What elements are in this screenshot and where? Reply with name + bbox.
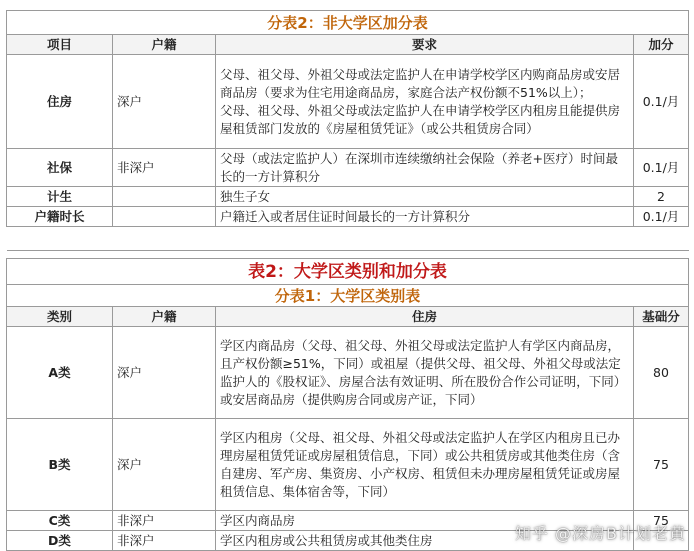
housing-cell: 学区内商品房 — [216, 511, 634, 531]
score-cell: 0.1/月 — [634, 55, 689, 149]
table-row — [7, 187, 689, 207]
housing-cell: 学区内租房或公共租赁房或其他类住房 — [216, 531, 634, 551]
column-header: 项目 — [7, 35, 113, 55]
requirement-cell: 户籍迁入或者居住证时间最长的一方计算积分 — [216, 207, 634, 227]
huji-cell: 非深户 — [113, 531, 216, 551]
column-header: 户籍 — [113, 35, 216, 55]
score-cell: 0.1/月 — [634, 207, 689, 227]
category-cell: D类 — [7, 531, 113, 551]
score-cell: 75 — [634, 419, 689, 511]
huji-cell — [113, 187, 216, 207]
zhihu-watermark: 知乎 @深房B计划老黄 — [514, 524, 686, 543]
category-cell: A类 — [7, 327, 113, 419]
score-cell: 0.1/月 — [634, 149, 689, 187]
huji-cell: 深户 — [113, 55, 216, 149]
column-header: 户籍 — [113, 307, 216, 327]
category-cell: C类 — [7, 511, 113, 531]
huji-cell: 深户 — [113, 419, 216, 511]
requirement-cell: 父母（或法定监护人）在深圳市连续缴纳社会保险（养老+医疗）时间最长的一方计算积分 — [216, 149, 634, 187]
table-title: 分表2：非大学区加分表 — [7, 11, 689, 35]
score-cell: 80 — [634, 327, 689, 419]
table-subtitle: 分表1：大学区类别表 — [7, 285, 689, 307]
table-main-title: 表2：大学区类别和加分表 — [7, 259, 689, 285]
column-header: 要求 — [216, 35, 634, 55]
spacer-row — [7, 227, 689, 251]
item-cell: 计生 — [7, 187, 113, 207]
column-header: 基础分 — [634, 307, 689, 327]
requirement-text: 父母、祖父母、外祖父母或法定监护人在申请学校学区内购商品房或安居商品房（要求为住宅用途商品房，家庭合法产权份额不51%以上）； — [220, 66, 621, 100]
huji-cell: 非深户 — [113, 511, 216, 531]
item-cell: 户籍时长 — [7, 207, 113, 227]
huji-cell: 深户 — [113, 327, 216, 419]
huji-cell — [113, 207, 216, 227]
column-header: 加分 — [634, 35, 689, 55]
non-district-bonus-table — [6, 10, 689, 251]
huji-cell: 非深户 — [113, 149, 216, 187]
column-header: 住房 — [216, 307, 634, 327]
category-cell: B类 — [7, 419, 113, 511]
housing-cell: 学区内租房（父母、祖父母、外祖父母或法定监护人在学区内租房且已办理房屋租赁凭证或房屋租赁信息，下同）或公共租赁房或其他类住房（含自建房、军产房、集资房、小产权房、租赁但未办理房屋租赁凭证或房屋租赁信息、集体宿舍等，下同） — [216, 419, 634, 511]
table-row — [7, 327, 689, 419]
score-cell: 75 — [634, 511, 689, 531]
requirement-cell: 独生子女 — [216, 187, 634, 207]
housing-cell: 学区内商品房（父母、祖父母、外祖父母或法定监护人有学区内商品房，且产权份额≥51%，下同）或祖屋（提供父母、祖父母、外祖父母或法定监护人的《股权证》、房屋合法有效证明、所在股份合作公司证明，下同）或安居商品房（提供购房合同或房产证，下同） — [216, 327, 634, 419]
table-row — [7, 55, 689, 149]
table-row — [7, 207, 689, 227]
score-cell: 2 — [634, 187, 689, 207]
item-cell: 住房 — [7, 55, 113, 149]
requirement-text: 父母、祖父母、外祖父母或法定监护人在申请学校学区内租房且能提供房屋租赁部门发放的《房屋租赁凭证》（或公共租赁房合同） — [220, 102, 621, 136]
column-header: 类别 — [7, 307, 113, 327]
table-row — [7, 419, 689, 511]
item-cell: 社保 — [7, 149, 113, 187]
table-row — [7, 149, 689, 187]
requirement-cell — [216, 55, 634, 149]
district-category-table — [6, 258, 689, 551]
